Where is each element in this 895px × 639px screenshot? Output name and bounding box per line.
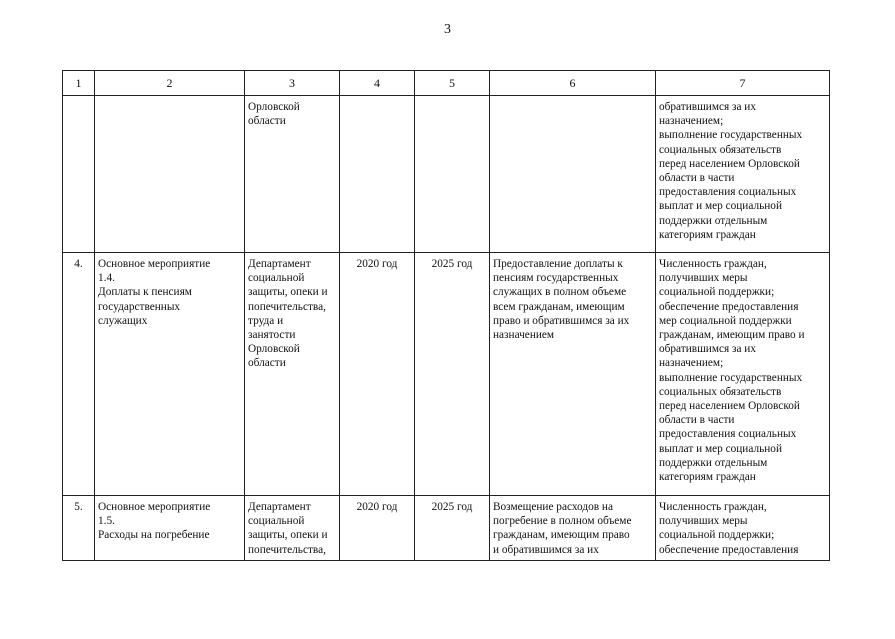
start-year — [340, 96, 415, 253]
start-year: 2020 год — [340, 496, 415, 561]
executor: Орловской области — [245, 96, 340, 253]
column-header: 4 — [340, 71, 415, 96]
expected-result — [490, 96, 656, 253]
start-year: 2020 год — [340, 253, 415, 496]
row-number: 5. — [63, 496, 95, 561]
executor: Департамент социальной защиты, опеки и попечительства, — [245, 496, 340, 561]
expected-result: Предоставление доплаты к пенсиям государственных служащих в полном объеме всем гражданам, имеющим право и обратившимся за их назначением — [490, 253, 656, 496]
measure-name: Основное мероприятие 1.4. Доплаты к пенсиям государственных служащих — [95, 253, 245, 496]
row-number — [63, 96, 95, 253]
indicators: Численность граждан, получивших меры социальной поддержки; обеспечение предоставления мер социальной поддержки гражданам, имеющим право и обратившимся за их назначением; выполнение государственных социальных обязательств перед населением Орловской области в части предоставления социальных выплат и мер социальной поддержки отдельным категориям граждан — [656, 253, 830, 496]
column-header: 2 — [95, 71, 245, 96]
table-row — [63, 253, 830, 496]
end-year: 2025 год — [415, 496, 490, 561]
column-header: 3 — [245, 71, 340, 96]
expected-result: Возмещение расходов на погребение в полном объеме гражданам, имеющим право и обратившимся за их — [490, 496, 656, 561]
page-number: 3 — [444, 22, 451, 37]
table-header-row — [63, 71, 830, 96]
end-year — [415, 96, 490, 253]
measure-name — [95, 96, 245, 253]
executor: Департамент социальной защиты, опеки и попечительства, труда и занятости Орловской области — [245, 253, 340, 496]
indicators: Численность граждан, получивших меры социальной поддержки; обеспечение предоставления — [656, 496, 830, 561]
table-row — [63, 496, 830, 561]
indicators: обратившимся за их назначением; выполнение государственных социальных обязательств перед населением Орловской области в части предоставления социальных выплат и мер социальной поддержки отдельным категориям граждан — [656, 96, 830, 253]
measures-table — [62, 70, 830, 561]
column-header: 7 — [656, 71, 830, 96]
row-number: 4. — [63, 253, 95, 496]
measure-name: Основное мероприятие 1.5. Расходы на погребение — [95, 496, 245, 561]
table-row — [63, 96, 830, 253]
column-header: 5 — [415, 71, 490, 96]
column-header: 1 — [63, 71, 95, 96]
column-header: 6 — [490, 71, 656, 96]
end-year: 2025 год — [415, 253, 490, 496]
